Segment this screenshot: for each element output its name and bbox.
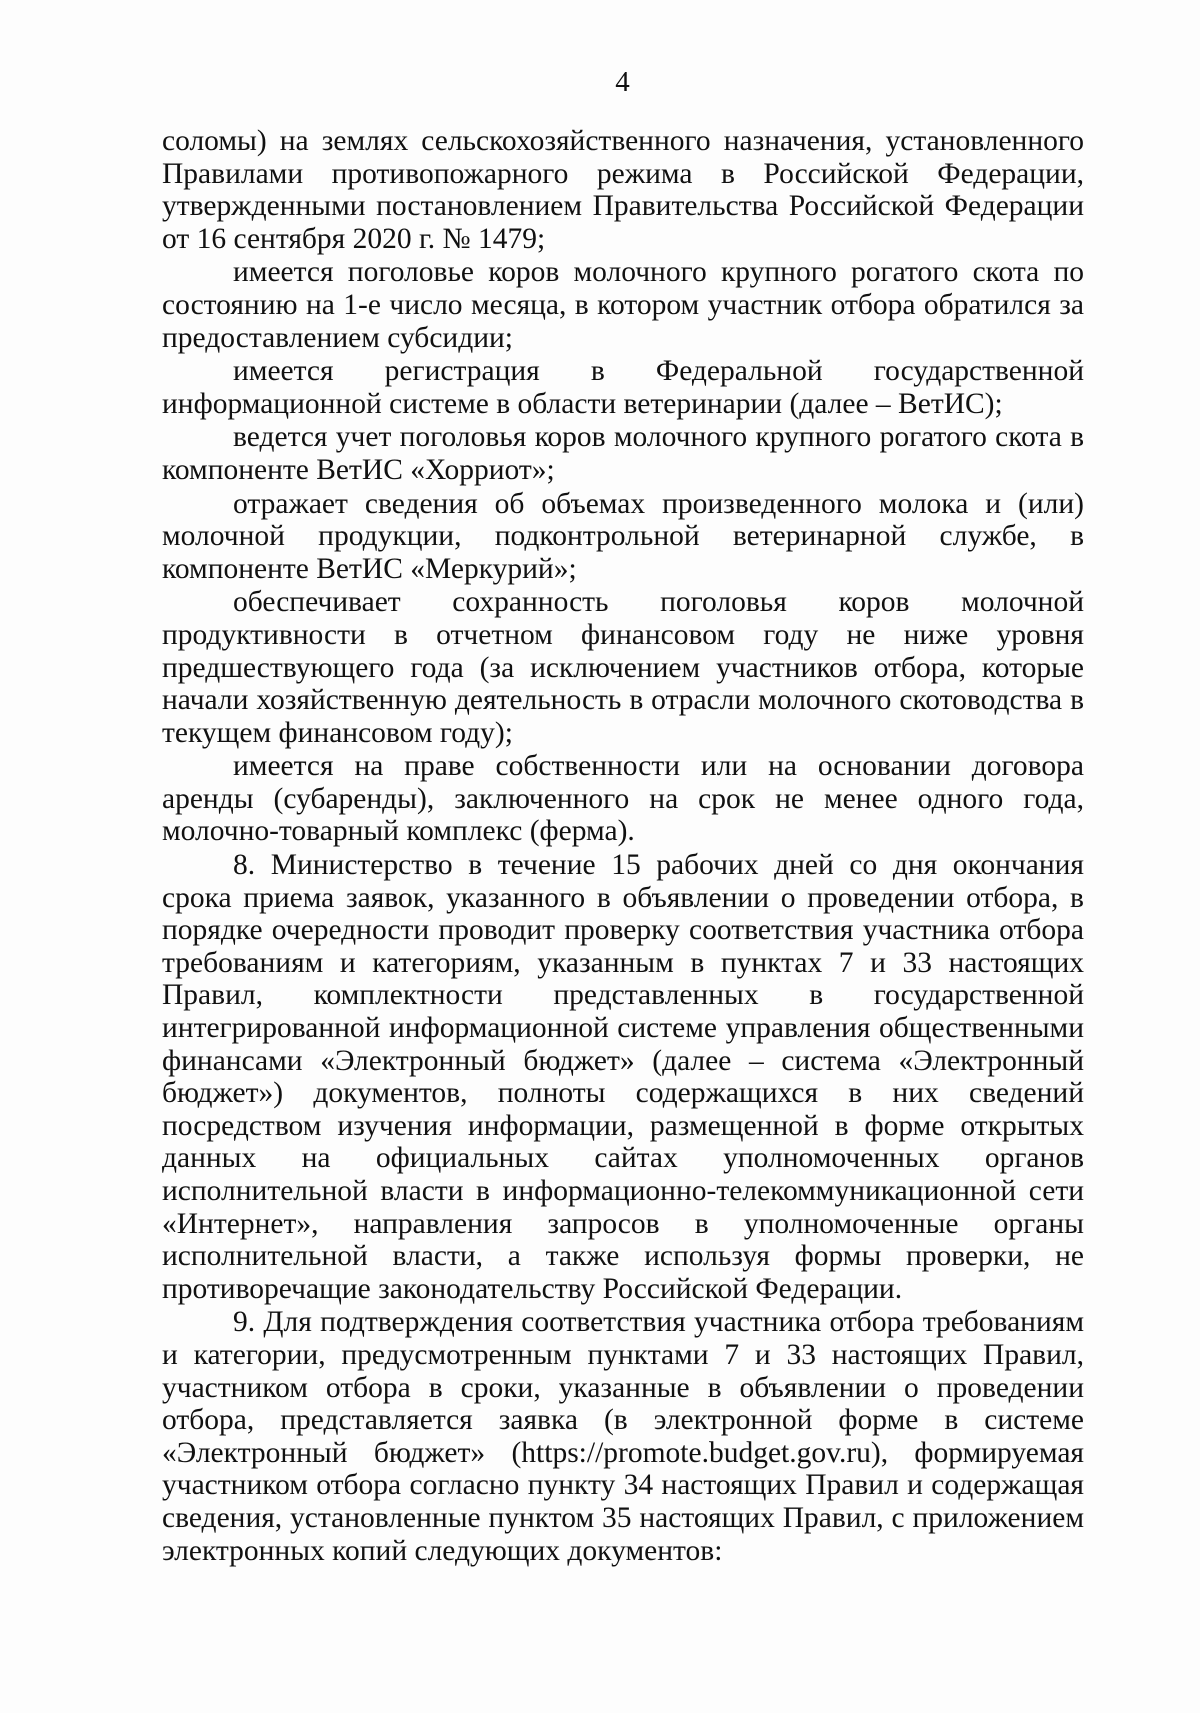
paragraph-7: имеется на праве собственности или на основании договора аренды (субаренды), заключенного на срок не менее одного года, молочно-товарный комплекс (ферма). <box>162 750 1084 848</box>
paragraph-9: 9. Для подтверждения соответствия участника отбора требованиям и категории, предусмотренным пунктами 7 и 33 настоящих Правил, участником отбора в сроки, указанные в объявлении о проведении отбора, представляется заявка (в электронной форме в системе «Электронный бюджет» (https://promote.budget.gov.ru), формируемая участником отбора согласно пункту 34 настоящих Правил и содержащая сведения, установленные пунктом 35 настоящих Правил, с приложением электронных копий следующих документов: <box>162 1306 1084 1567</box>
paragraph-6: обеспечивает сохранность поголовья коров молочной продуктивности в отчетном финансовом году не ниже уровня предшествующего года (за исключением участников отбора, которые начали хозяйственную деятельность в отрасли молочного скотоводства в текущем финансовом году); <box>162 586 1084 749</box>
paragraph-2: имеется поголовье коров молочного крупного рогатого скота по состоянию на 1-е число месяца, в котором участник отбора обратился за предоставлением субсидии; <box>162 256 1084 354</box>
paragraph-3: имеется регистрация в Федеральной государственной информационной системе в области ветеринарии (далее – ВетИС); <box>162 355 1084 420</box>
paragraph-5: отражает сведения об объемах произведенного молока и (или) молочной продукции, подконтрольной ветеринарной службе, в компоненте ВетИС «Меркурий»; <box>162 487 1084 585</box>
paragraph-8: 8. Министерство в течение 15 рабочих дней со дня окончания срока приема заявок, указанного в объявлении о проведении отбора, в порядке очередности проводит проверку соответствия участника отбора требованиям и категориям, указанным в пунктах 7 и 33 настоящих Правил, комплектности представленных в государственной интегрированной информационной системе управления общественными финансами «Электронный бюджет» (далее – система «Электронный бюджет») документов, полноты содержащихся в них сведений посредством изучения информации, размещенной в форме открытых данных на официальных сайтах уполномоченных органов исполнительной власти в информационно-телекоммуникационной сети «Интернет», направления запросов в уполномоченные органы исполнительной власти, а также используя формы проверки, не противоречащие законодательству Российской Федерации. <box>162 849 1084 1305</box>
paragraph-1: соломы) на землях сельскохозяйственного назначения, установленного Правилами противопожарного режима в Российской Федерации, утвержденными постановлением Правительства Российской Федерации от 16 сентября 2020 г. № 1479; <box>162 125 1084 255</box>
paragraph-4: ведется учет поголовья коров молочного крупного рогатого скота в компоненте ВетИС «Хорриот»; <box>162 421 1084 486</box>
page-number: 4 <box>615 66 630 98</box>
document-body <box>162 125 1084 1567</box>
